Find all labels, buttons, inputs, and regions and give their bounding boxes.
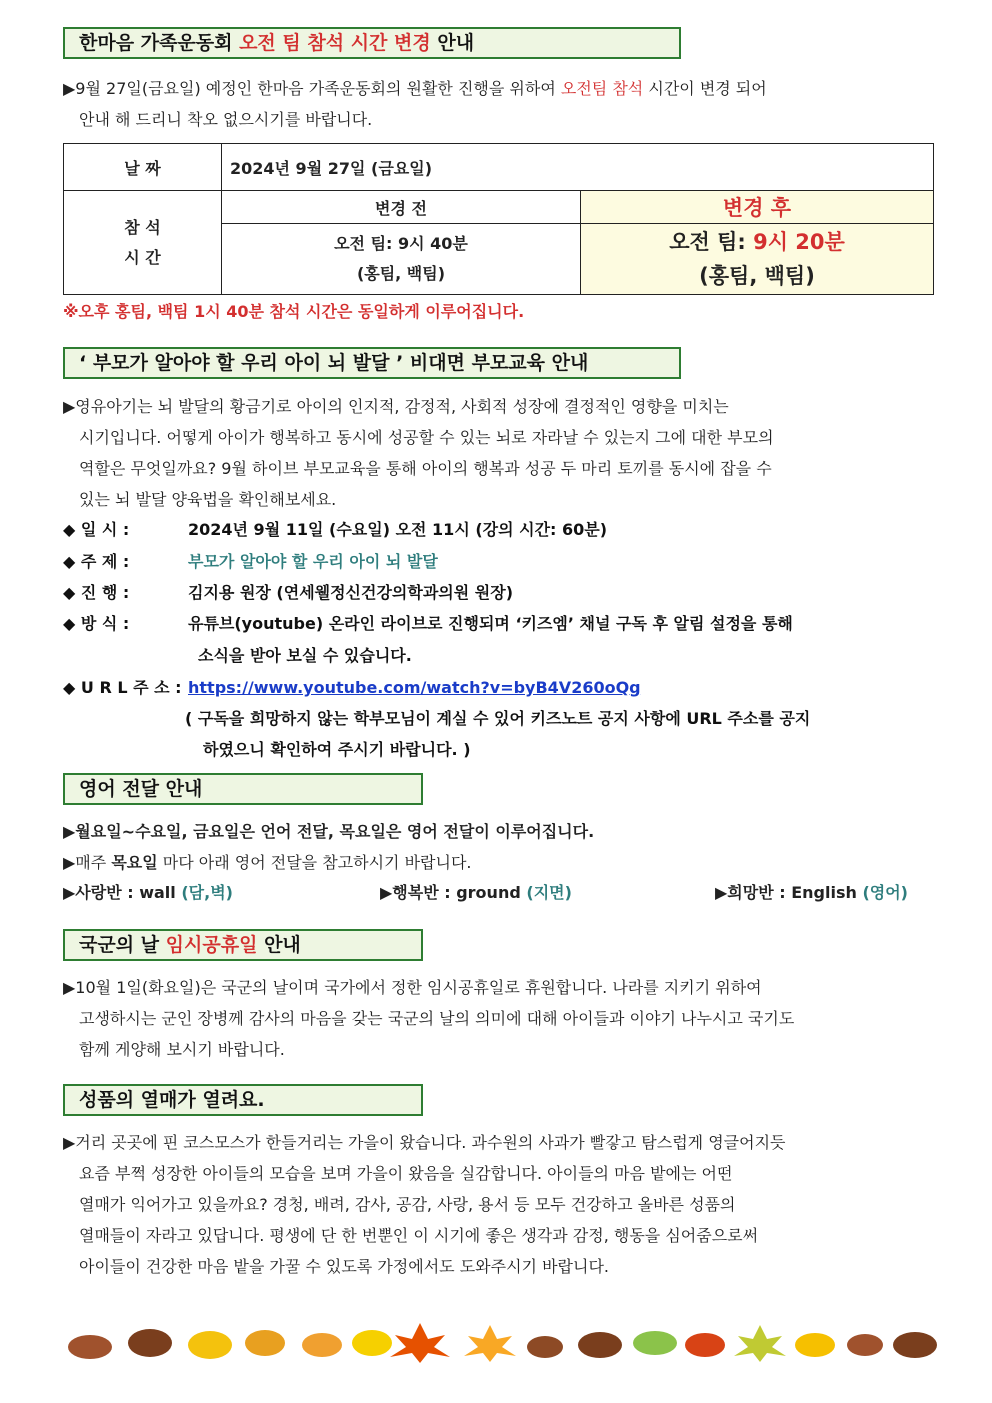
chestnut-icon	[893, 1332, 937, 1358]
before-time: 오전 팀: 9시 40분 (홍팀, 백팀)	[222, 224, 581, 295]
section-title-character-fruit: 성품의 열매가 열려요.	[63, 1084, 423, 1116]
education-date-row: ◆ 일 시 : 2024년 9월 11일 (수요일) 오전 11시 (강의 시간: 60분)	[63, 520, 608, 539]
leaf-icon	[633, 1331, 677, 1355]
after-header: 변경 후	[581, 191, 934, 224]
section-title-english: 영어 전달 안내	[63, 773, 423, 805]
leaf-icon	[302, 1333, 342, 1357]
section-title-sports-day: 한마음 가족운동회 오전 팀 참석 시간 변경 안내	[63, 27, 681, 59]
english-paragraph: ▶월요일~수요일, 금요일은 언어 전달, 목요일은 영어 전달이 이루어집니다. ▶매주 목요일 마다 아래 영어 전달을 참고하시기 바랍니다.	[63, 822, 595, 872]
education-url-row: ◆ U R L 주 소 : https://www.youtube.com/watch?v=byB4V260oQg	[63, 678, 641, 697]
date-label: 날 짜	[64, 144, 222, 191]
maple-leaf-icon	[464, 1325, 516, 1362]
chestnut-icon	[578, 1332, 622, 1358]
maple-leaf-icon	[734, 1325, 786, 1362]
leaf-icon	[352, 1330, 392, 1356]
leaf-icon	[245, 1330, 285, 1356]
autumn-leaves-border	[60, 1315, 940, 1365]
afternoon-note: ※오후 홍팀, 백팀 1시 40분 참석 시간은 동일하게 이루어집니다.	[63, 302, 525, 321]
chestnut-icon	[847, 1334, 883, 1356]
section-title-armed-forces-day: 국군의 날 임시공휴일 안내	[63, 929, 423, 961]
class-hope-row: ▶희망반 : English (영어)	[715, 883, 908, 902]
chestnut-icon	[128, 1329, 172, 1357]
education-method-row: ◆ 방 식 : 유튜브(youtube) 온라인 라이브로 진행되며 ‘키즈엠’ 채널 구독 후 알림 설정을 통해	[63, 614, 793, 633]
education-topic-row: ◆ 주 제 : 부모가 알아야 할 우리 아이 뇌 발달	[63, 552, 438, 571]
date-value: 2024년 9월 27일 (금요일)	[222, 144, 934, 191]
youtube-link[interactable]: https://www.youtube.com/watch?v=byB4V260oQg	[188, 678, 641, 697]
attendance-time-label: 참 석 시 간	[64, 191, 222, 295]
url-note: ( 구독을 희망하지 않는 학부모님이 계실 수 있어 키즈노트 공지 사항에 URL 주소를 공지 하였으니 확인하여 주시기 바랍니다. )	[185, 709, 811, 759]
after-time: 오전 팀: 9시 20분 (홍팀, 백팀)	[581, 224, 934, 295]
armed-forces-paragraph: ▶10월 1일(화요일)은 국군의 날이며 국가에서 정한 임시공휴일로 휴원합니다. 나라를 지키기 위하여 고생하시는 군인 장병께 감사의 마음을 갖는 국군의 날의 의미에 대해 아이들과 이야기 나누시고 국기도 함께 게양해 보시기 바랍니다.	[63, 978, 795, 1059]
parent-education-paragraph: ▶영유아기는 뇌 발달의 황금기로 아이의 인지적, 감정적, 사회적 성장에 결정적인 영향을 미치는 시기입니다. 어떻게 아이가 행복하고 동시에 성공할 수 있는 뇌로 자라날 수 있는지 그에 대한 부모의 역할은 무엇일까요? 9월 하이브 부모교육을 통해 아이의 행복과 성공 두 마리 토끼를 동시에 잡을 수 있는 뇌 발달 양육법을 확인해보세요.	[63, 397, 774, 509]
education-method-row-cont: 소식을 받아 보실 수 있습니다.	[198, 646, 412, 665]
class-love-row: ▶사랑반 : wall (담,벽)	[63, 883, 233, 902]
sports-day-paragraph: ▶9월 27일(금요일) 예정인 한마음 가족운동회의 원활한 진행을 위하여 오전팀 참석 시간이 변경 되어 안내 해 드리니 착오 없으시기를 바랍니다.	[63, 79, 767, 129]
character-fruit-paragraph: ▶거리 곳곳에 핀 코스모스가 한들거리는 가을이 왔습니다. 과수원의 사과가 빨갛고 탐스럽게 영글어지듯 요즘 부쩍 성장한 아이들의 모습을 보며 가을이 왔음을 실감합니다. 아이들의 마음 밭에는 어떤 열매가 익어가고 있을까요? 경청, 배려, 감사, 공감, 사랑, 용서 등 모두 건강하고 올바른 성품의 열매들이 자라고 있답니다. 평생에 단 한 번뿐인 이 시기에 좋은 생각과 감정, 행동을 심어줌으로써 아이들이 건강한 마음 밭을 가꿀 수 있도록 가정에서도 도와주시기 바랍니다.	[63, 1133, 786, 1276]
schedule-table	[63, 143, 934, 295]
leaf-icon	[188, 1331, 232, 1359]
chestnut-icon	[527, 1336, 563, 1358]
section-title-parent-education: ‘ 부모가 알아야 할 우리 아이 뇌 발달 ’ 비대면 부모교육 안내	[63, 347, 681, 379]
maple-leaf-icon	[390, 1323, 450, 1363]
education-host-row: ◆ 진 행 : 김지용 원장 (연세웰정신건강의학과의원 원장)	[63, 583, 514, 602]
leaf-icon	[795, 1333, 835, 1357]
class-happy-row: ▶행복반 : ground (지면)	[380, 883, 572, 902]
leaf-icon	[685, 1333, 725, 1357]
chestnut-icon	[68, 1335, 112, 1359]
before-header: 변경 전	[222, 191, 581, 224]
